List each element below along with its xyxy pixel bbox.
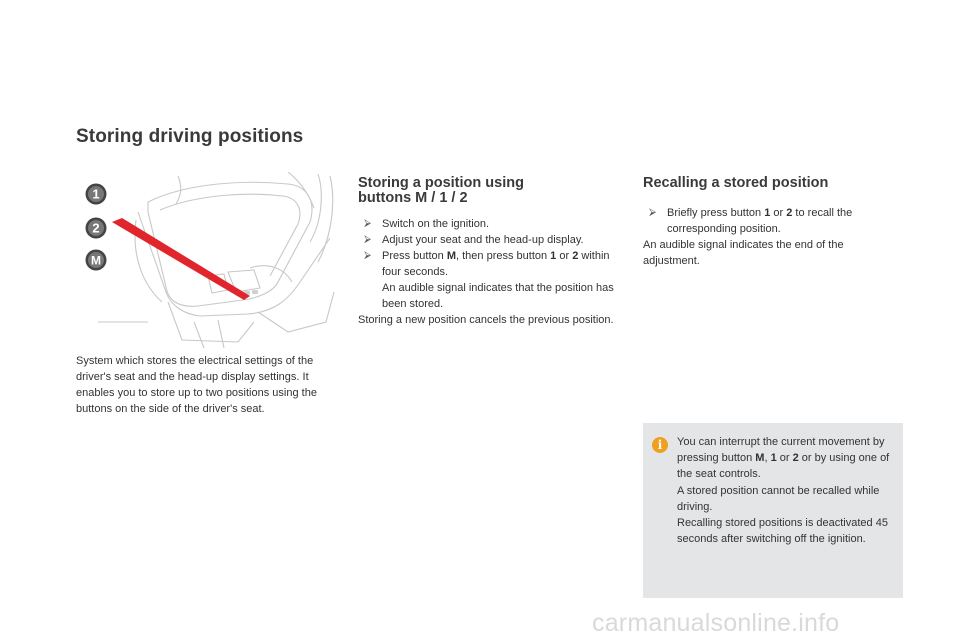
arrow-bullet-icon: ⮚ xyxy=(364,250,372,261)
recalling-footer: An audible signal indicates the end of the adjustment. xyxy=(643,239,844,267)
storing-heading-line1: Storing a position using xyxy=(358,175,524,191)
intro-text: System which stores the electrical settings of the driver's seat and the head-up display settings. It enables you to store up to two positions using the buttons on the side of the driver's seat. xyxy=(76,355,317,415)
storing-step-3-note: An audible signal indicates that the position has been stored. xyxy=(382,282,614,310)
storing-step-1: ⮚ Switch on the ignition. xyxy=(364,218,490,230)
arrow-bullet-icon: ⮚ xyxy=(649,207,657,218)
arrow-bullet-icon: ⮚ xyxy=(364,234,372,245)
recalling-section xyxy=(643,176,888,269)
recalling-step-1: ⮚ Briefly press button 1 or 2 to recall the corresponding position. xyxy=(649,207,853,235)
memory-button-1-icon xyxy=(86,184,107,205)
info-note-line2: A stored position cannot be recalled while driving. xyxy=(677,484,880,513)
info-note-line3: Recalling stored positions is deactivated 45 seconds after switching off the ignition. xyxy=(677,517,888,546)
storing-steps xyxy=(358,216,628,312)
watermark: carmanualsonline.info xyxy=(592,609,840,637)
storing-section xyxy=(358,176,628,328)
info-note-box xyxy=(643,423,903,598)
page-title: Storing driving positions xyxy=(76,126,304,147)
svg-text:M: M xyxy=(91,253,101,268)
seat-memory-illustration xyxy=(78,172,338,350)
svg-text:2: 2 xyxy=(92,220,100,236)
recalling-heading: Recalling a stored position xyxy=(643,175,829,191)
info-note-text: You can interrupt the current movement by pressing button M, 1 or 2 or by using one of the seat controls. A stored position cannot be recalled while driving. Recalling stored positions is deactivated 45 seconds after switching off the ignition. xyxy=(677,436,890,546)
recalling-steps xyxy=(643,205,888,237)
info-icon: i xyxy=(652,437,668,453)
memory-button-m-icon xyxy=(86,250,107,271)
storing-step-2: ⮚ Adjust your seat and the head-up display. xyxy=(364,234,584,246)
svg-text:1: 1 xyxy=(92,186,100,202)
memory-button-2-icon xyxy=(86,218,107,239)
storing-step-3: ⮚ Press button M, then press button 1 or 2 within four seconds. An audible signal indicates that the position has been stored. xyxy=(364,250,614,310)
arrow-bullet-icon: ⮚ xyxy=(364,218,372,229)
storing-footer: Storing a new position cancels the previous position. xyxy=(358,314,614,326)
storing-heading-line2: buttons M / 1 / 2 xyxy=(358,190,468,206)
pointer-beam xyxy=(112,218,250,300)
storing-heading xyxy=(358,176,628,206)
